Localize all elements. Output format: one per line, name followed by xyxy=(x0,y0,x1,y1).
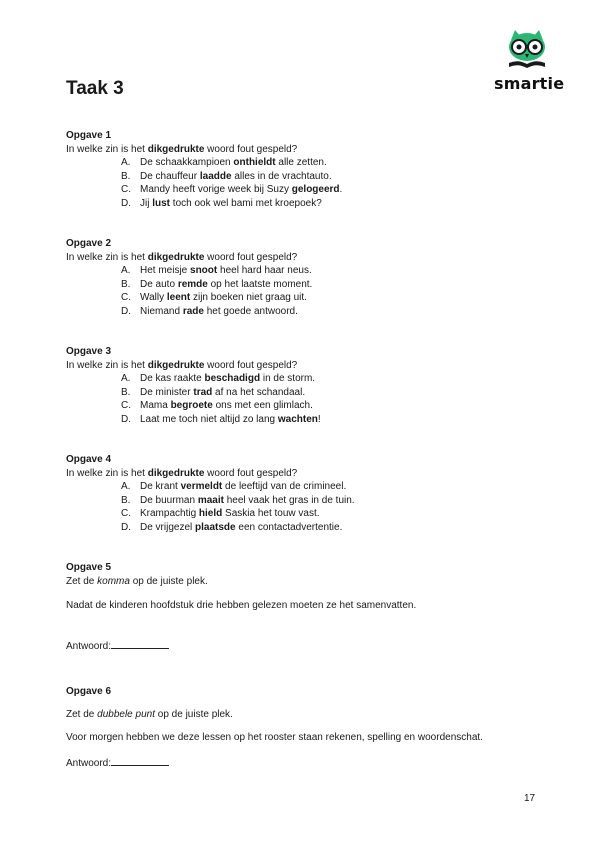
page-title: Taak 3 xyxy=(66,78,124,99)
option-c: C. Krampachtig hield Saskia het touw vast. xyxy=(121,508,320,520)
answer-label: Antwoord: xyxy=(66,641,112,652)
owl-icon xyxy=(505,30,549,72)
option-b: B. De auto remde op het laatste moment. xyxy=(121,278,313,290)
page-number: 17 xyxy=(524,793,536,804)
question-heading: Opgave 1 xyxy=(66,130,112,141)
opgave5-sentence: Nadat de kinderen hoofdstuk drie hebben gelezen moeten ze het samenvatten. xyxy=(66,600,417,611)
question-prompt: In welke zin is het dikgedrukte woord fout gespeld? xyxy=(66,467,298,479)
options-list xyxy=(66,156,342,210)
option-c: C. Mandy heeft vorige week bij Suzy gelogeerd. xyxy=(121,184,343,196)
question-heading: Opgave 4 xyxy=(66,454,112,465)
opgave5-heading: Opgave 5 xyxy=(66,562,112,573)
question-4 xyxy=(66,453,355,535)
option-c: C. Mama begroete ons met een glimlach. xyxy=(121,400,313,412)
opgave5-answer xyxy=(66,638,169,654)
option-a: A. De kas raakte beschadigd in de storm. xyxy=(121,373,316,385)
opgave6-instruction: Zet de dubbele punt op de juiste plek. xyxy=(66,709,233,720)
answer-blank xyxy=(111,755,169,766)
option-d: D. Niemand rade het goede antwoord. xyxy=(121,305,298,317)
question-heading: Opgave 2 xyxy=(66,238,112,249)
opgave6-sentence: Voor morgen hebben we deze lessen op het rooster staan rekenen, spelling en woordenschat. xyxy=(66,732,483,743)
question-2 xyxy=(66,237,312,319)
options-list xyxy=(66,372,321,426)
option-b: B. De minister trad af na het schandaal. xyxy=(121,386,306,398)
option-c: C. Wally leent zijn boeken niet graag uit. xyxy=(121,292,307,304)
options-list xyxy=(66,480,355,534)
opgave6-answer xyxy=(66,755,169,771)
question-1 xyxy=(66,129,342,211)
options-list xyxy=(66,264,312,318)
opgave6-heading: Opgave 6 xyxy=(66,686,112,697)
question-prompt: In welke zin is het dikgedrukte woord fout gespeld? xyxy=(66,251,298,263)
question-prompt: In welke zin is het dikgedrukte woord fout gespeld? xyxy=(66,359,298,371)
answer-label: Antwoord: xyxy=(66,758,112,769)
option-a: A. Het meisje snoot heel hard haar neus. xyxy=(121,265,312,277)
option-a: A. De schaakkampioen onthieldt alle zetten. xyxy=(121,157,327,169)
answer-blank xyxy=(111,638,169,649)
option-b: B. De buurman maait heel vaak het gras in de tuin. xyxy=(121,494,355,506)
logo-wordmark: smartie xyxy=(494,74,565,93)
opgave5-instruction: Zet de komma op de juiste plek. xyxy=(66,576,208,587)
option-b: B. De chauffeur laadde alles in de vrachtauto. xyxy=(121,170,332,182)
question-heading: Opgave 3 xyxy=(66,346,112,357)
option-d: D. De vrijgezel plaatsde een contactadvertentie. xyxy=(121,521,343,533)
question-prompt: In welke zin is het dikgedrukte woord fout gespeld? xyxy=(66,143,298,155)
option-d: D. Jij lust toch ook wel bami met kroepoek? xyxy=(121,197,322,209)
option-a: A. De krant vermeldt de leeftijd van de crimineel. xyxy=(121,481,347,493)
smartie-logo xyxy=(494,30,565,100)
question-3 xyxy=(66,345,321,427)
option-d: D. Laat me toch niet altijd zo lang wachten! xyxy=(121,413,321,425)
